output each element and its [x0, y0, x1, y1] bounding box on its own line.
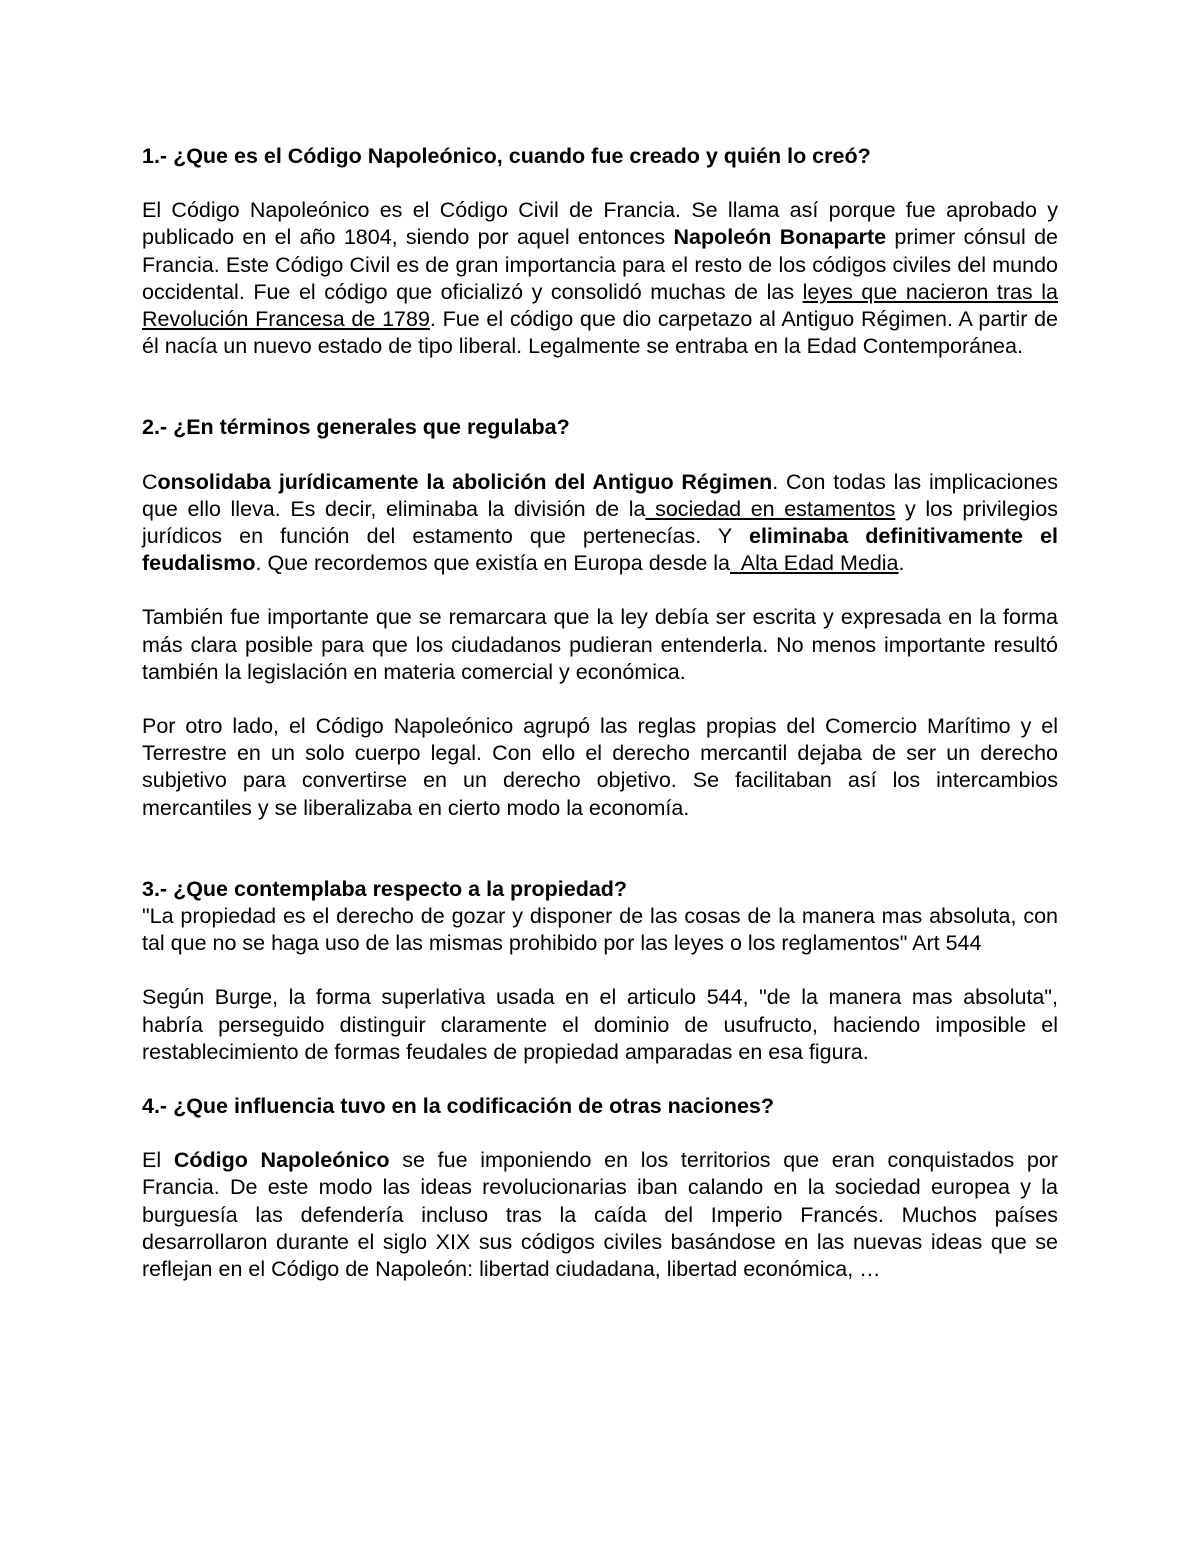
answer-text: primer cónsul de Francia. Este Código Civil es de gran importancia para el resto de los códigos civiles del mundo occidental. Fue el código que oficializó y consolidó muchas de las [142, 225, 1058, 304]
answer-text: . Fue el código que dio carpetazo al Antiguo Régimen. A partir de él nacía un nuevo estado de tipo liberal. Legalmente se entraba en la Edad Contemporánea. [142, 307, 1059, 359]
answer-text: El Código Napoleónico es el Código Civil de Francia. Se llama así porque fue aprobado y publicado en el año 1804, siendo por aquel entonces [142, 198, 1058, 250]
hyperlink-revolucion-francesa[interactable]: leyes que nacieron tras la Revolución Francesa de 1789 [142, 279, 1058, 332]
document-page [142, 143, 1058, 1283]
question-1-heading: 1.- ¿Que es el Código Napoleónico, cuando fue creado y quién lo creó? [142, 144, 871, 168]
answer-text: El [142, 1148, 174, 1173]
bold-text: Napoleón Bonaparte [673, 225, 887, 250]
question-3-answer-1: "La propiedad es el derecho de gozar y disponer de las cosas de la manera mas absoluta, con tal que no se haga uso de las mismas prohibido por las leyes o los reglamentos" Art 544 [142, 904, 1058, 956]
answer-text: . [898, 551, 905, 576]
answer-text: C [142, 469, 158, 494]
question-2-answer-2: También fue importante que se remarcara que la ley debía ser escrita y expresada en la forma más clara posible para que los ciudadanos pudieran entenderla. No menos importante resultó también la legislación en materia comercial y económica. [142, 605, 1058, 684]
question-2-heading: 2.- ¿En términos generales que regulaba? [142, 415, 570, 440]
question-2-answer-1 [142, 469, 1058, 578]
answer-text: y los privilegios jurídicos en función del estamento que pertenecías. Y [142, 496, 1058, 549]
bold-text: eliminaba definitivamente el feudalismo [142, 524, 1058, 576]
bold-text: onsolidaba jurídicamente la abolición del Antiguo Régimen [157, 469, 773, 494]
question-3-answer-2: Según Burge, la forma superlativa usada en el articulo 544, "de la manera mas absoluta", habría perseguido distinguir claramente el dominio de usufructo, haciendo imposible el restablecimiento de formas feudales de propiedad amparadas en esa figura. [142, 985, 1058, 1064]
answer-text: . Con todas las implicaciones que ello lleva. Es decir, eliminaba la división de la [142, 469, 1058, 521]
question-4-heading: 4.- ¿Que influencia tuvo en la codificación de otras naciones? [142, 1094, 774, 1119]
answer-text: . Que recordemos que existía en Europa desde la [255, 551, 730, 576]
answer-text: se fue imponiendo en los territorios que eran conquistados por Francia. De este modo las ideas revolucionarias iban calando en la sociedad europea y la burguesía las defendería incluso tras la caída del Imperio Francés. Muchos países desarrollaron durante el siglo XIX sus códigos civiles basándose en las nuevas ideas que se reflejan en el Código de Napoleón: libertad ciudadana, libertad económica, … [142, 1148, 1059, 1282]
question-4-answer [142, 1147, 1058, 1283]
question-2-answer-3: Por otro lado, el Código Napoleónico agrupó las reglas propias del Comercio Marítimo y el Terrestre en un solo cuerpo legal. Con ello el derecho mercantil dejaba de ser un derecho subjetivo para convertirse en un derecho objetivo. Se facilitaban así los intercambios mercantiles y se liberalizaba en cierto modo la economía. [142, 714, 1058, 820]
bold-text: Código Napoleónico [173, 1148, 390, 1173]
question-3-heading: 3.- ¿Que contemplaba respecto a la propiedad? [142, 876, 628, 901]
question-1-answer [142, 197, 1058, 360]
hyperlink-alta-edad-media[interactable]: Alta Edad Media [729, 551, 899, 576]
hyperlink-sociedad-estamentos[interactable]: sociedad en estamentos [645, 496, 896, 521]
